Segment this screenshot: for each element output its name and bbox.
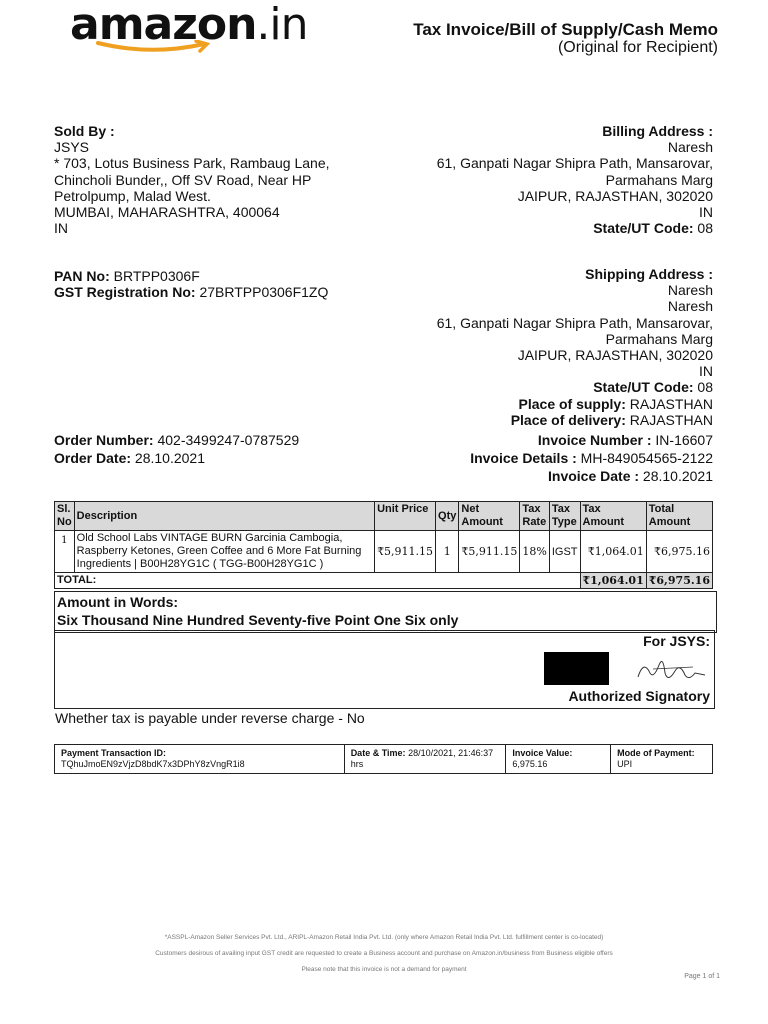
- col-header-qty: Qty: [436, 502, 459, 531]
- footer-line: *ASSPL-Amazon Seller Services Pvt. Ltd., ARIPL-Amazon Retail India Pvt. Ltd. (only where Amazon Retail India Pvt. Ltd. fulfillment center is co-located): [164, 934, 604, 941]
- txn-id: TQhuJmoEN9zVjzD8bdK7x3DPhY8zVngR1i8: [61, 759, 245, 769]
- col-header-description: Description: [74, 502, 374, 531]
- invoice-number-label: Invoice Number :: [537, 432, 652, 448]
- total-row: [55, 573, 713, 589]
- row-total-amount: ₹6,975.16: [646, 531, 712, 573]
- order-date-label: Order Date:: [54, 450, 132, 466]
- seller-address-line: * 703, Lotus Business Park, Rambaug Lane,: [54, 155, 330, 172]
- payment-row: [55, 745, 713, 774]
- pan-label: PAN No:: [54, 268, 110, 284]
- tax-ids: [54, 268, 384, 300]
- amount-in-words: [54, 591, 717, 633]
- footer-line: Customers desirous of availing input GST credit are requested to create a Business account and purchase on Amazon.in/business from Business eligible offers: [155, 950, 613, 957]
- invoice-date: 28.10.2021: [642, 468, 713, 484]
- shipping-state-label: State/UT Code:: [593, 379, 694, 396]
- amount-in-words-label: Amount in Words:: [57, 594, 179, 610]
- col-header-tax-type: Tax Type: [549, 502, 580, 531]
- row-tax-type: IGST: [549, 531, 580, 573]
- order-number: 402-3499247-0787529: [157, 432, 300, 448]
- datetime: 28/10/2021, 21:46:37 hrs: [350, 748, 494, 769]
- col-header-tax-rate: Tax Rate: [520, 502, 549, 531]
- seller-address-line: IN: [54, 220, 68, 237]
- invoice-value: 6,975.16: [512, 759, 548, 769]
- shipping-block: [383, 266, 713, 428]
- shipping-state: 08: [697, 379, 713, 396]
- total-label: TOTAL:: [55, 573, 581, 589]
- seller-address-line: MUMBAI, MAHARASHTRA, 400064: [54, 204, 280, 221]
- col-header-sl: Sl. No: [55, 502, 75, 531]
- smile-arrow-icon: [96, 40, 216, 54]
- row-unit-price: ₹5,911.15: [375, 531, 436, 573]
- place-of-delivery: RAJASTHAN: [629, 411, 713, 428]
- logo-brand: amazon: [70, 0, 257, 50]
- total-tax-amount: ₹1,064.01: [580, 573, 646, 589]
- row-tax-rate: 18%: [520, 531, 549, 573]
- logo-tld: .in: [256, 0, 308, 50]
- row-sl: 1: [55, 531, 75, 573]
- shipping-label: Shipping Address :: [585, 266, 713, 282]
- signature-image: [635, 653, 715, 687]
- row-tax-amount: ₹1,064.01: [580, 531, 646, 573]
- seller-name: JSYS: [54, 139, 90, 156]
- row-qty: 1: [436, 531, 459, 573]
- invoice-value-label: Invoice Value:: [512, 748, 573, 758]
- billing-line: Naresh: [667, 139, 713, 156]
- amazon-logo: [70, 0, 310, 60]
- shipping-line: 61, Ganpati Nagar Shipra Path, Mansarovar,: [436, 314, 713, 331]
- col-header-tax-amount: Tax Amount: [580, 502, 646, 531]
- reverse-charge-note: Whether tax is payable under reverse charge - No: [55, 710, 365, 726]
- table-row: [55, 531, 713, 573]
- order-number-label: Order Number:: [54, 432, 154, 448]
- shipping-line: Naresh: [667, 282, 713, 299]
- col-header-net-amount: Net Amount: [459, 502, 520, 531]
- datetime-label: Date & Time:: [350, 748, 406, 758]
- invoice-date-label: Invoice Date :: [548, 468, 640, 484]
- billing-line: Parmahans Marg: [605, 171, 713, 188]
- txn-id-label: Payment Transaction ID:: [61, 748, 167, 758]
- order-block: [54, 431, 384, 467]
- shipping-line: JAIPUR, RAJASTHAN, 302020: [517, 347, 713, 364]
- invoice-details: MH-849054565-2122: [580, 450, 713, 466]
- gst-value: 27BRTPP0306F1ZQ: [199, 284, 329, 301]
- signature-box: [54, 630, 715, 709]
- invoice-subtitle: (Original for Recipient): [557, 39, 718, 56]
- amount-in-words-value: Six Thousand Nine Hundred Seventy-five Point One Six only: [57, 612, 459, 628]
- payment-table: [54, 744, 713, 774]
- billing-state: 08: [697, 220, 713, 237]
- redacted-block: [544, 652, 609, 685]
- col-header-unit-price: Unit Price: [375, 502, 436, 531]
- billing-line: IN: [699, 204, 713, 221]
- page-number: Page 1 of 1: [684, 973, 720, 980]
- seller-address-line: Petrolpump, Malad West.: [54, 187, 211, 204]
- sold-by-label: Sold By :: [54, 123, 115, 139]
- row-description: Old School Labs VINTAGE BURN Garcinia Cambogia, Raspberry Ketones, Green Coffee and 6 More Fat Burning Ingredients | B00H28YG1C ( TGG-B00H28YG1C ): [74, 531, 374, 573]
- items-table: [54, 501, 713, 589]
- pan-value: BRTPP0306F: [113, 268, 200, 284]
- billing-state-label: State/UT Code:: [593, 220, 694, 237]
- invoice-number: IN-16607: [655, 432, 713, 448]
- row-net-amount: ₹5,911.15: [459, 531, 520, 573]
- order-date: 28.10.2021: [134, 450, 205, 466]
- place-of-supply: RAJASTHAN: [629, 395, 713, 412]
- billing-label: Billing Address :: [602, 123, 713, 139]
- place-of-supply-label: Place of supply:: [518, 395, 626, 412]
- shipping-line: Naresh: [667, 298, 713, 315]
- for-seller: For JSYS:: [643, 633, 710, 649]
- gst-label: GST Registration No:: [54, 284, 196, 301]
- payment-mode-label: Mode of Payment:: [617, 748, 695, 758]
- invoice-block: [383, 431, 713, 485]
- col-header-total-amount: Total Amount: [646, 502, 712, 531]
- authorized-signatory: Authorized Signatory: [568, 688, 710, 704]
- invoice-title: Tax Invoice/Bill of Supply/Cash Memo: [413, 20, 718, 39]
- invoice-details-label: Invoice Details :: [470, 450, 577, 466]
- billing-line: JAIPUR, RAJASTHAN, 302020: [517, 187, 713, 204]
- seller-block: [54, 123, 384, 236]
- billing-block: [383, 123, 713, 236]
- total-amount: ₹6,975.16: [646, 573, 712, 589]
- shipping-line: IN: [699, 363, 713, 380]
- table-header-row: [55, 502, 713, 531]
- shipping-line: Parmahans Marg: [605, 330, 713, 347]
- place-of-delivery-label: Place of delivery:: [510, 411, 626, 428]
- payment-mode: UPI: [617, 759, 633, 769]
- billing-line: 61, Ganpati Nagar Shipra Path, Mansarovar,: [436, 155, 713, 172]
- seller-address-line: Chincholi Bunder,, Off SV Road, Near HP: [54, 171, 312, 188]
- footer-line: Please note that this invoice is not a demand for payment: [301, 966, 467, 973]
